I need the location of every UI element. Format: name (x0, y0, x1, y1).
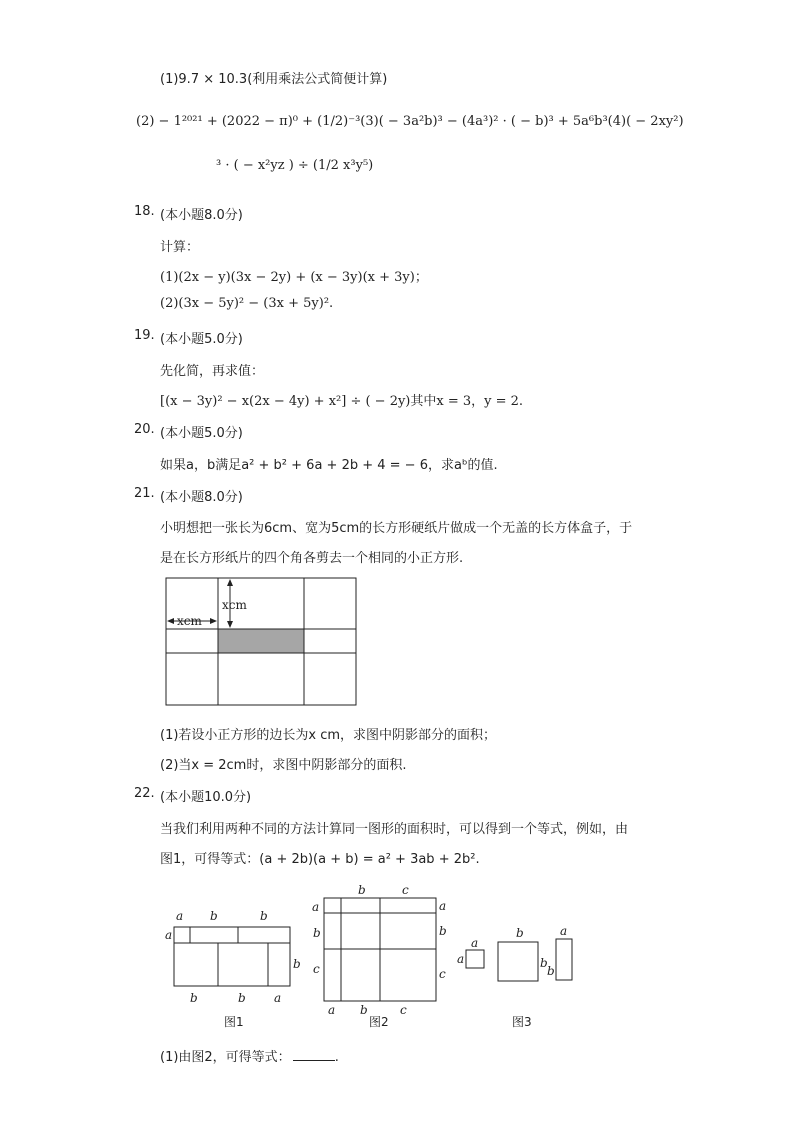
q18-part1: (1)(2x − y)(3x − 2y) + (x − 3y)(x + 3y)； (160, 270, 428, 285)
q21-figure (160, 572, 364, 710)
q22-score: (本小题10.0分) (160, 790, 252, 805)
q22-part1-text: (1)由图2，可得等式： (160, 1050, 291, 1065)
label-xcm-horizontal: xcm (177, 614, 202, 628)
fig1-caption: 图1 (224, 1015, 244, 1029)
fig2-label-b-bottom: b (360, 1003, 368, 1017)
label-xcm-vertical: xcm (222, 598, 247, 612)
q21-part2: (2)当x = 2cm时，求图中阴影部分的面积. (160, 758, 407, 773)
q22-text-line2: 图1，可得等式：(a + 2b)(a + b) = a² + 3ab + 2b². (160, 852, 480, 867)
fig1-label-a-bottom: a (274, 991, 282, 1005)
q22-number: 22. (134, 786, 155, 801)
fig3-label-b-top: b (516, 926, 524, 940)
fig2-label-b-top: b (358, 883, 366, 897)
fig3-label-b-rect: b (547, 964, 555, 978)
q18-number: 18. (134, 204, 155, 219)
fig1-label-b-bottom1: b (190, 991, 198, 1005)
fig3-label-a-top: a (471, 936, 479, 950)
figure-2 (308, 880, 456, 1030)
q17-part2-line2: ³ · ( − x²yz ) ÷ (1/2 x³y⁵) (216, 158, 374, 173)
q19-score: (本小题5.0分) (160, 332, 243, 347)
answer-blank[interactable] (293, 1048, 335, 1061)
fig3-label-b-side: b (540, 956, 548, 970)
q21-text-line2: 是在长方形纸片的四个角各剪去一个相同的小正方形. (160, 551, 464, 566)
arrow-down-head (227, 621, 233, 628)
figure-3 (454, 922, 584, 1032)
arrow-right-head (210, 618, 217, 624)
fig1-label-a-top: a (176, 909, 184, 923)
q19-expression: [(x − 3y)² − x(2x − 4y) + x²] ÷ ( − 2y)其中x = 3，y = 2. (160, 394, 524, 409)
fig2-label-c-left: c (313, 962, 320, 976)
fig3-rectangle (556, 939, 572, 980)
period: . (334, 1050, 339, 1065)
fig1-label-b-top2: b (260, 909, 268, 923)
fig3-caption: 图3 (512, 1015, 532, 1029)
q18-intro: 计算： (160, 240, 200, 255)
fig1-label-b-top1: b (210, 909, 218, 923)
q18-part2: (2)(3x − 5y)² − (3x + 5y)². (160, 296, 334, 311)
fig2-label-a-bottom: a (328, 1003, 336, 1017)
q19-intro: 先化简，再求值： (160, 364, 265, 379)
q21-part1: (1)若设小正方形的边长为x cm，求图中阴影部分的面积； (160, 728, 497, 743)
fig1-label-b-bottom2: b (238, 991, 246, 1005)
q19-number: 19. (134, 328, 155, 343)
fig2-label-b-right: b (439, 924, 447, 938)
q22-text-line1: 当我们利用两种不同的方法计算同一图形的面积时，可以得到一个等式，例如，由 (160, 822, 629, 837)
fig2-caption: 图2 (369, 1015, 389, 1029)
fig3-label-a-left: a (457, 952, 465, 966)
fig2-label-c-right: c (439, 967, 446, 981)
fig1-label-a-left: a (165, 928, 173, 942)
q20-number: 20. (134, 422, 155, 437)
shaded-region (218, 629, 304, 653)
q20-score: (本小题5.0分) (160, 426, 243, 441)
q17-part2-line1: (2) − 1²⁰²¹ + (2022 − π)⁰ + (1/2)⁻³(3)( − 3a²b)³ − (4a³)² · ( − b)³ + 5a⁶b³(4)( − 2xy²) (136, 114, 684, 129)
fig2-label-a-left: a (312, 900, 320, 914)
fig3-label-a-rect: a (560, 924, 568, 938)
fig2-label-b-left: b (313, 926, 321, 940)
q22-part1 (160, 1046, 339, 1065)
q21-text-line1: 小明想把一张长为6cm、宽为5cm的长方形硬纸片做成一个无盖的长方体盒子，于 (160, 521, 633, 536)
fig3-medium-square (498, 942, 538, 981)
figure-1 (160, 904, 310, 1034)
fig2-label-c-bottom: c (400, 1003, 407, 1017)
arrow-up-head (227, 579, 233, 586)
fig1-label-b-right: b (293, 957, 301, 971)
fig2-label-c-top: c (402, 883, 409, 897)
q21-score: (本小题8.0分) (160, 490, 243, 505)
q21-number: 21. (134, 486, 155, 501)
fig1-bottom-block (174, 943, 290, 986)
q18-score: (本小题8.0分) (160, 208, 243, 223)
fig2-label-a-right: a (439, 899, 447, 913)
fig1-top-strip (174, 927, 290, 943)
q20-text: 如果a，b满足a² + b² + 6a + 2b + 4 = − 6，求aᵇ的值. (160, 458, 498, 473)
q17-part1: (1)9.7 × 10.3(利用乘法公式简便计算) (160, 72, 388, 87)
fig3-small-square (466, 950, 484, 968)
arrow-left-head (167, 618, 174, 624)
